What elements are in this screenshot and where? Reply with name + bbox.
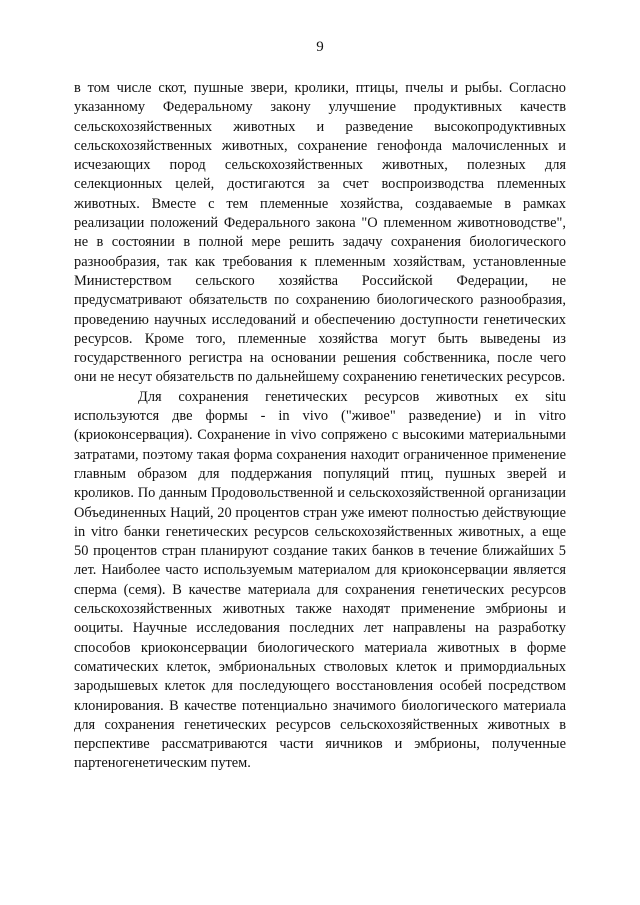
document-body (74, 79, 566, 774)
paragraph-continuation: в том числе скот, пушные звери, кролики, птицы, пчелы и рыбы. Согласно указанному Федеральному закону улучшение продуктивных качеств сельскохозяйственных животных и разведение высокопродуктивных сельскохозяйственных животных, сохранение генофонда малочисленных и исчезающих пород сельскохозяйственных животных, полезных для селекционных целей, достигаются за счет воспроизводства племенных животных. Вместе с тем племенные хозяйства, создаваемые в рамках реализации положений Федерального закона "О племенном животноводстве", не в состоянии в полной мере решить задачу сохранения биологического разнообразия, так как требования к племенным хозяйствам, установленные Министерством сельского хозяйства Российской Федерации, не предусматривают обязательств по сохранению биологического разнообразия, проведению научных исследований и обеспечению доступности генетических ресурсов. Кроме того, племенные хозяйства могут быть выведены из государственного регистра на основании решения собственника, после чего они не несут обязательств по дальнейшему сохранению генетических ресурсов. (74, 80, 566, 386)
paragraph-ex-situ-conservation: Для сохранения генетических ресурсов животных ex situ используются две формы - in vivo ("живое" разведение) и in vitro (криоконсервация). Сохранение in vivo сопряжено с высокими материальными затратами, поэтому такая форма сохранения находит ограниченное применение главным образом для поддержания популяций птиц, пушных зверей и кроликов. По данным Продовольственной и сельскохозяйственной организации Объединенных Наций, 20 процентов стран уже имеют полностью действующие in vitro банки генетических ресурсов сельскохозяйственных животных, а еще 50 процентов стран планируют создание таких банков в течение ближайших 5 лет. Наиболее часто используемым материалом для криоконсервации является сперма (семя). В качестве материала для сохранения генетических ресурсов сельскохозяйственных животных также находят применение эмбрионы и ооциты. Научные исследования последних лет направлены на разработку способов криоконсервации биологического материала животных в форме соматических клеток, эмбриональных стволовых клеток и примордиальных зародышевых клеток для последующего восстановления особей посредством клонирования. В качестве потенциально значимого биологического материала для сохранения генетических ресурсов сельскохозяйственных животных в перспективе рассматриваются части яичников и эмбрионы, полученные партеногенетическим путем. (74, 388, 566, 772)
page-number: 9 (316, 39, 324, 55)
